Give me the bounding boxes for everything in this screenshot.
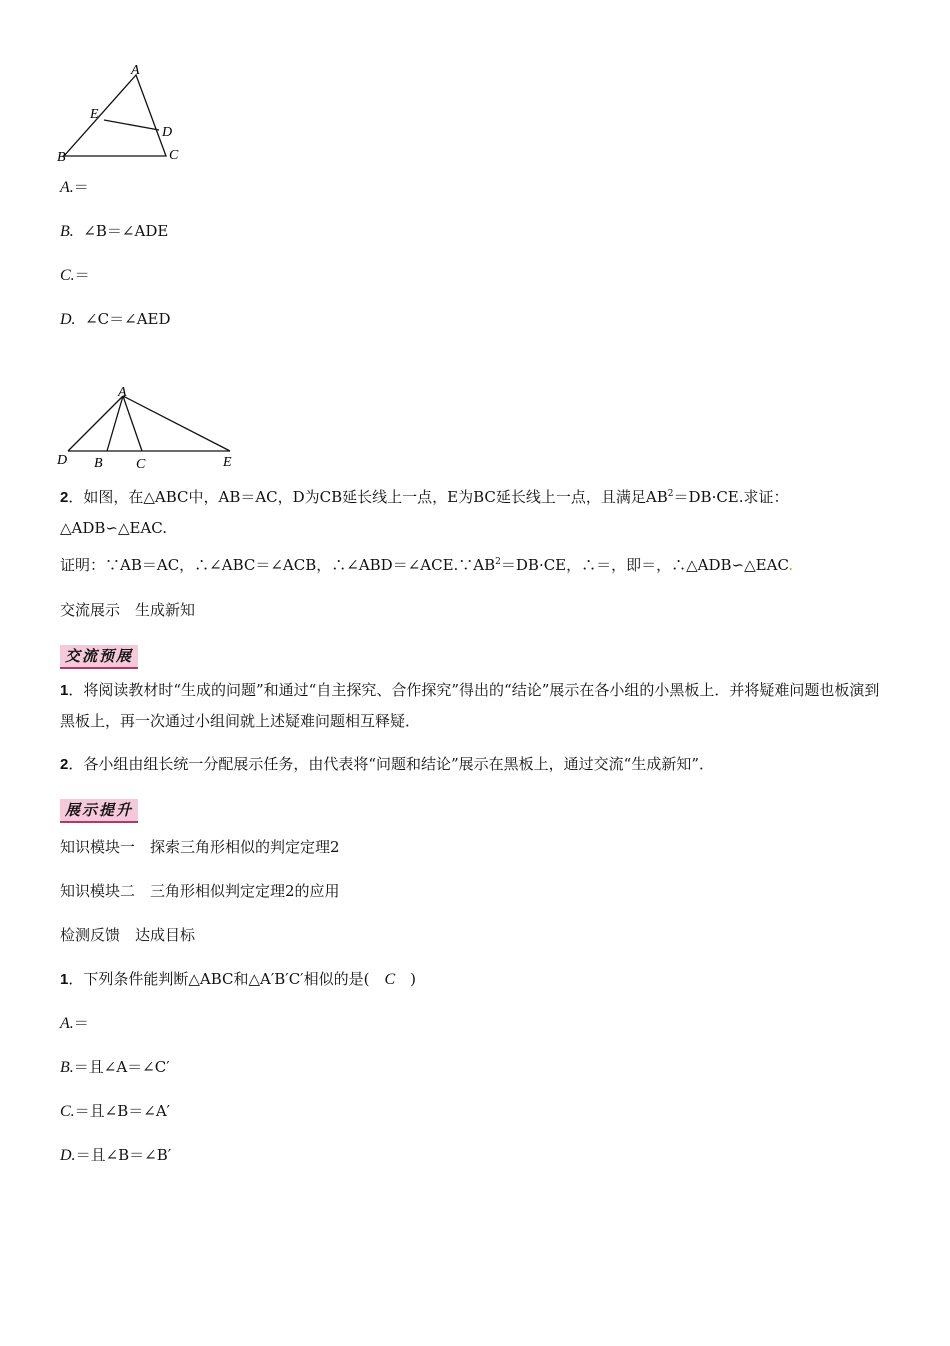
triangle-figure-1	[50, 60, 200, 170]
option-a-1	[60, 176, 89, 197]
section-check-title: 检测反馈 达成目标	[60, 926, 196, 944]
option-text: ∠C＝∠AED	[85, 310, 171, 328]
superscript: 2	[495, 557, 501, 567]
item-number: 1	[60, 682, 69, 699]
option-text: ＝且∠A＝∠C′	[73, 1058, 170, 1076]
option-text: ＝	[73, 178, 89, 196]
option-text: ＝	[74, 266, 90, 284]
item-text: ．将阅读教材时“生成的问题”和通过“自主探究、合作探究”得出的“结论”展示在各小组的小黑板上．并将疑难问题也板演到黑板上，再一次通过小组间就上述疑难问题相互释疑．	[60, 681, 880, 730]
question-text: ．下列条件能判断△ABC和△A′B′C′相似的是	[68, 970, 364, 988]
exchange-item-2	[60, 749, 890, 780]
badge-exchange: 交流预展	[60, 645, 138, 669]
superscript: 2	[667, 489, 674, 499]
badge-show: 展示提升	[60, 799, 138, 823]
option-letter: D.	[60, 311, 76, 328]
proof-part-2: ＝DB·CE，∴＝，即＝，∴△ADB∽△EAC	[500, 556, 789, 574]
module-2: 知识模块二 三角形相似判定定理2的应用	[60, 882, 340, 900]
option-letter: C.	[60, 267, 75, 284]
option-letter: A.	[60, 1015, 74, 1032]
segment-ed	[104, 120, 159, 130]
module-1: 知识模块一 探索三角形相似的判定定理2	[60, 838, 340, 856]
label-a: A	[118, 385, 127, 400]
item-number: 2	[60, 756, 69, 773]
label-c: C	[169, 148, 179, 163]
label-d: D	[162, 125, 173, 140]
option-text: ＝	[73, 1014, 89, 1032]
option-text: ＝且∠B＝∠B′	[75, 1146, 172, 1164]
option-letter: D.	[60, 1147, 76, 1164]
label-a: A	[131, 63, 140, 78]
option-b-1	[60, 220, 168, 241]
option-letter: C.	[60, 1103, 75, 1120]
option-letter: B.	[60, 223, 74, 240]
problem-text-1: ．如图，在△ABC中，AB＝AC，D为CB延长线上一点，E为BC延长线上一点，且满足AB	[68, 488, 668, 506]
paren-close: )	[395, 970, 416, 988]
option-c-1	[60, 264, 90, 285]
option-a-2	[60, 1012, 89, 1033]
option-text: ＝且∠B＝∠A′	[74, 1102, 171, 1120]
section-exchange-title: 交流展示 生成新知	[60, 601, 196, 619]
option-d-1	[60, 308, 171, 329]
paren-open: (	[363, 970, 385, 988]
proof-end: .	[788, 556, 794, 574]
triangle-abc	[64, 75, 166, 156]
option-letter: B.	[60, 1059, 74, 1076]
answer: C	[384, 971, 396, 988]
label-e: E	[223, 455, 232, 470]
label-d: D	[57, 453, 68, 468]
question-1	[60, 968, 416, 989]
label-e: E	[90, 107, 99, 122]
option-letter: A.	[60, 179, 74, 196]
question-number: 1	[60, 971, 69, 988]
exchange-item-1	[60, 675, 890, 737]
problem-text-2: ＝DB·CE.求证：△ADB∽△EAC.	[60, 488, 789, 537]
label-b: B	[94, 456, 103, 471]
problem-number: 2	[60, 489, 69, 506]
triangle-figure-2	[52, 384, 252, 474]
option-b-2	[60, 1056, 170, 1077]
label-b: B	[57, 150, 66, 165]
option-c-2	[60, 1100, 170, 1121]
label-c: C	[136, 457, 146, 472]
item-text: ．各小组由组长统一分配展示任务，由代表将“问题和结论”展示在黑板上，通过交流“生成新知”．	[68, 755, 715, 773]
option-text: ∠B＝∠ADE	[83, 222, 169, 240]
problem-2	[60, 479, 890, 544]
proof-part-1: 证明：∵AB＝AC，∴∠ABC＝∠ACB，∴∠ABD＝∠ACE.∵AB	[60, 556, 496, 574]
option-d-2	[60, 1144, 171, 1165]
proof	[60, 554, 793, 575]
